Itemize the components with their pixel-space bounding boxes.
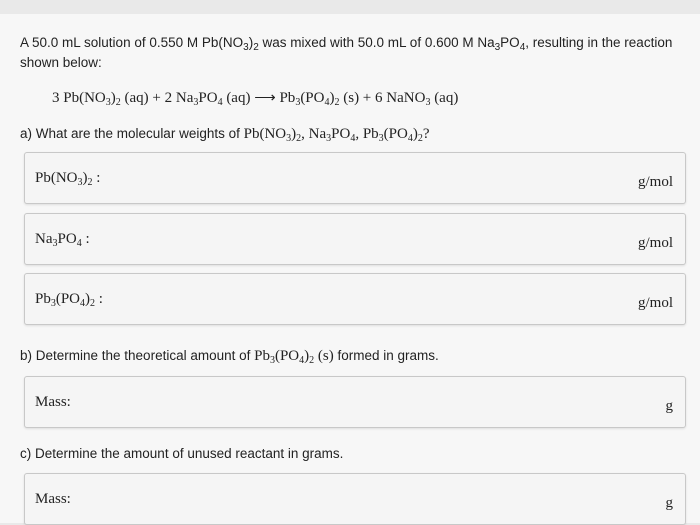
- field-label-mass: Mass:: [35, 491, 71, 507]
- answer-field-na3po4[interactable]: [24, 213, 686, 265]
- field-label-pb-no3-2: $Pb(NO_3)_2$ :: [35, 170, 101, 188]
- answer-field-pb3-po4-2[interactable]: [24, 273, 686, 325]
- field-label-pb3-po4-2: $Pb_3(PO_4)_2$ :: [35, 291, 103, 309]
- intro-line-1: A 50.0 mL solution of 0.550 M $Pb(NO_3)_2$ was mixed with 50.0 mL of 0.600 M $Na_3PO_4$, resulting in the reaction: [20, 35, 673, 53]
- question-c: c) Determine the amount of unused reactant in grams.: [20, 446, 344, 461]
- field-label-mass: Mass:: [35, 394, 71, 410]
- unit-label: g/mol: [637, 174, 673, 190]
- unit-label: g: [665, 495, 673, 511]
- intro-line-2: shown below:: [20, 55, 102, 70]
- answer-field-pb-no3-2[interactable]: [24, 152, 686, 204]
- unit-label: g/mol: [637, 295, 673, 311]
- question-sheet: [0, 14, 700, 523]
- unit-label: g: [665, 398, 673, 414]
- unit-label: g/mol: [637, 235, 673, 251]
- field-label-na3po4: $Na_3PO_4$ :: [35, 231, 90, 249]
- answer-field-unused-reactant-mass[interactable]: [24, 473, 686, 525]
- question-b: b) Determine the theoretical amount of $Pb_3(PO_4)_2$ (s) formed in grams.: [20, 348, 439, 366]
- answer-field-theoretical-mass[interactable]: [24, 376, 686, 428]
- reaction-equation: 3 $Pb(NO_3)_2$ (aq) + 2 $Na_3PO_4$ (aq) ⟶ $Pb_3(PO_4)_2$ (s) + 6 NaNO$_3$ (aq): [52, 90, 459, 108]
- question-a: a) What are the molecular weights of $Pb(NO_3)_2$, $Na_3PO_4$, $Pb_3(PO_4)_2$?: [20, 126, 430, 144]
